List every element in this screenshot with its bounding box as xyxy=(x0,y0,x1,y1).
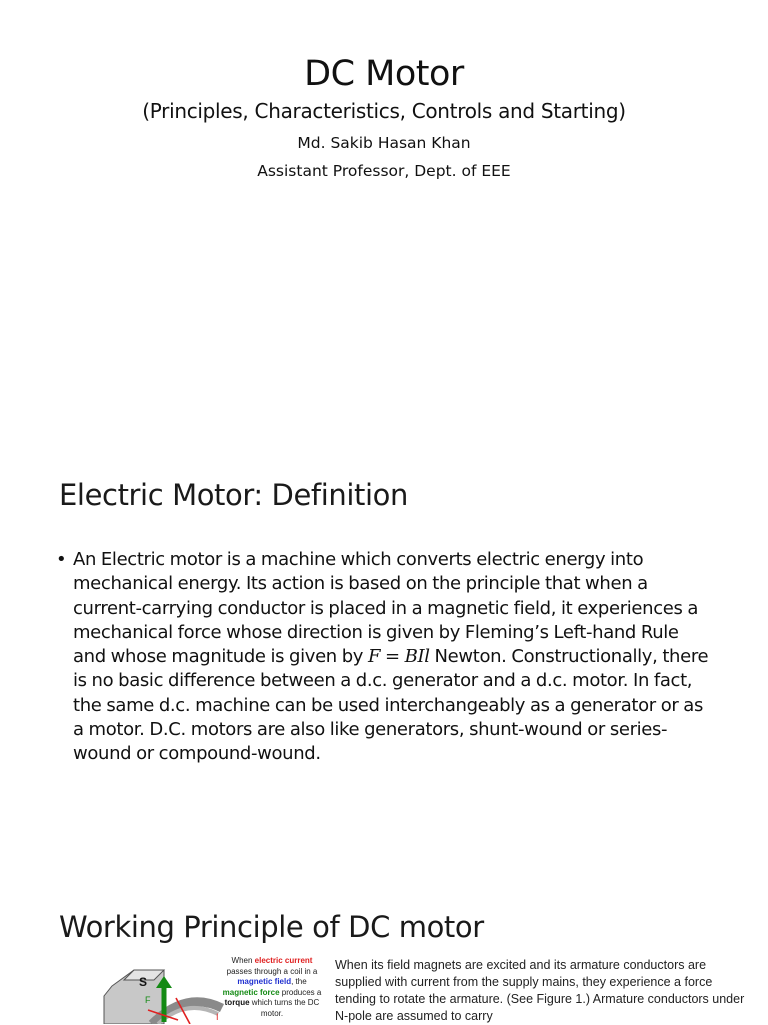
caption-part-force: magnetic force xyxy=(222,987,280,997)
force-label: F xyxy=(145,995,151,1005)
bullet-marker: • xyxy=(56,549,67,570)
dc-motor-figure xyxy=(94,956,326,1024)
presentation-subtitle: (Principles, Characteristics, Controls and Starting) xyxy=(142,99,626,123)
force-formula: F = BIl xyxy=(367,646,430,668)
bullet-paragraph xyxy=(73,548,716,767)
definition-slide xyxy=(0,432,768,864)
current-label: I xyxy=(216,1012,219,1022)
bullet-text-part-2: Newton. Constructionally, there is no basic difference between a d.c. generator and a d.c. motor. In fact, the same d.c. machine can be used interchangeably as a generator or as a motor. D.C. motors are also like generators, shunt-wound or series-wound or compound-wound. xyxy=(73,646,709,765)
caption-part: produces a xyxy=(279,987,322,997)
slide-heading: Working Principle of DC motor xyxy=(59,910,484,944)
caption-part: passes through a coil in a xyxy=(226,966,318,976)
bullet-item xyxy=(56,548,716,767)
presentation-title: DC Motor xyxy=(304,54,464,94)
caption-part-field: magnetic field xyxy=(237,977,292,987)
bullet-text-part-1: An Electric motor is a machine which converts electric energy into mechanical energy. Its action is based on the principle that when a current-carrying conductor is placed in a magnetic field, it experiences a mechanical force whose direction is given by Fleming’s Left-hand Rule and whose magnitude is given by xyxy=(73,549,699,668)
slide-heading: Electric Motor: Definition xyxy=(59,478,408,512)
author-affiliation: Assistant Professor, Dept. of EEE xyxy=(257,162,511,180)
caption-part: , the xyxy=(291,977,307,987)
caption-part-torque: torque xyxy=(224,998,250,1008)
working-principle-slide xyxy=(0,864,768,1024)
pole-label: S xyxy=(139,975,148,989)
caption-part: which turns the DC motor. xyxy=(249,998,320,1018)
caption-part-current: electric current xyxy=(254,956,313,965)
author-name: Md. Sakib Hasan Khan xyxy=(297,134,471,152)
caption-part: When xyxy=(231,956,255,965)
figure-caption xyxy=(222,956,322,1020)
working-principle-text: When its field magnets are excited and its armature conductors are supplied with current from the supply mains, they experience a force tending to rotate the armature. (See Figure 1.) Armature conductors under N-pole are assumed to carry xyxy=(335,958,745,1023)
title-slide xyxy=(0,0,768,432)
